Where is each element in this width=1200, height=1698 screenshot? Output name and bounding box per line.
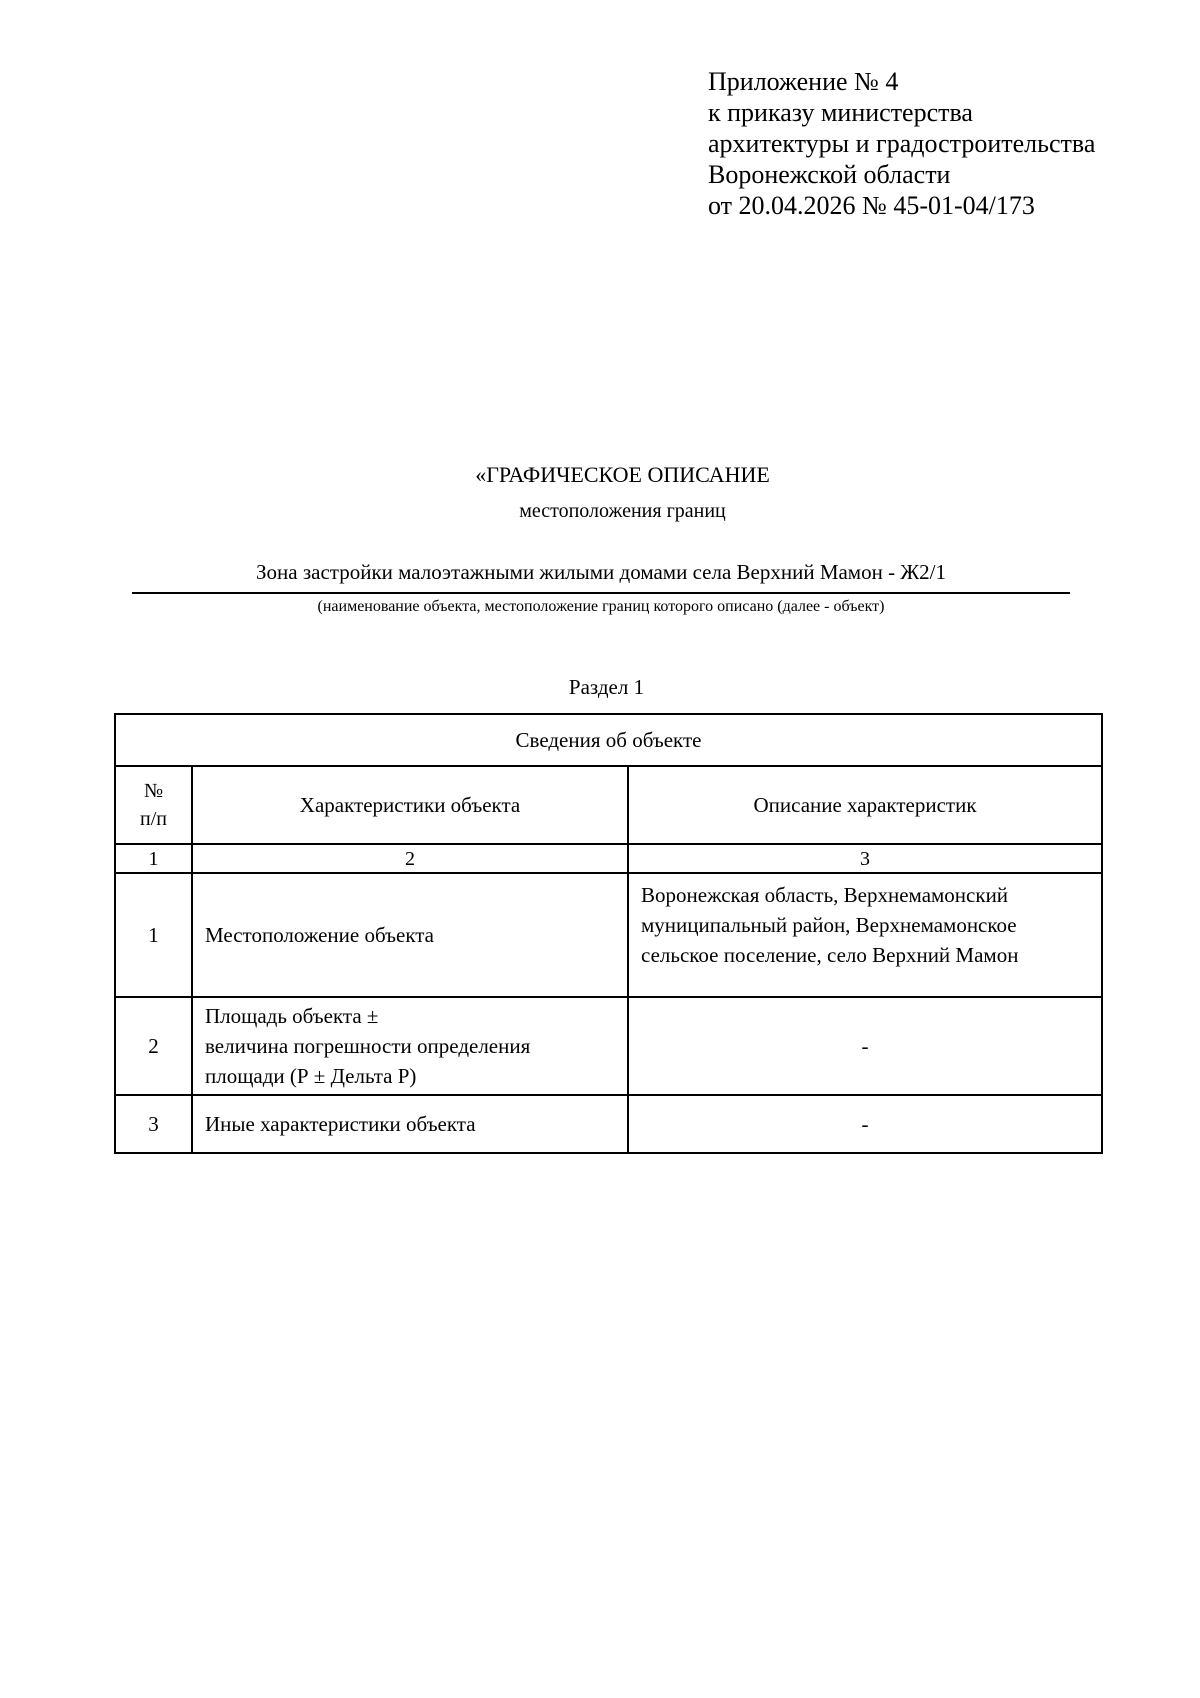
document-title: «ГРАФИЧЕСКОЕ ОПИСАНИЕ xyxy=(475,462,770,487)
appendix-header xyxy=(708,66,1095,221)
index-cell: 2 xyxy=(192,844,628,873)
appendix-line: Воронежской области xyxy=(708,160,951,189)
object-caption: (наименование объекта, местоположение границ которого описано (далее - объект) xyxy=(317,598,885,615)
object-name: Зона застройки малоэтажными жилыми домами села Верхний Мамон - Ж2/1 xyxy=(256,560,946,584)
table-caption: Сведения об объекте xyxy=(115,714,1102,766)
row-number: 2 xyxy=(115,997,192,1095)
row-characteristic-line: Площадь объекта ± xyxy=(205,1004,379,1028)
header-number-symbol: № xyxy=(143,780,164,802)
appendix-line: Приложение № 4 xyxy=(708,67,899,96)
object-info-table xyxy=(114,713,1103,1154)
table-caption-row xyxy=(115,714,1102,766)
table-index-row xyxy=(115,844,1102,873)
appendix-date-number: от 20.04.2026 № 45-01-04/173 xyxy=(708,191,1035,220)
table-row xyxy=(115,997,1102,1095)
index-cell: 3 xyxy=(628,844,1102,873)
header-characteristic: Характеристики объекта xyxy=(192,766,628,844)
row-characteristic-line: площади (Р ± Дельта Р) xyxy=(205,1064,417,1088)
table-header-row xyxy=(115,766,1102,844)
row-characteristic-line: величина погрешности определения xyxy=(205,1034,531,1058)
header-number xyxy=(115,766,192,844)
table-row xyxy=(115,1095,1102,1153)
table-row xyxy=(115,873,1102,997)
section-label: Раздел 1 xyxy=(568,675,645,699)
row-characteristic: Иные характеристики объекта xyxy=(192,1095,628,1153)
appendix-line: архитектуры и градостроительства xyxy=(708,129,1096,158)
row-number: 3 xyxy=(115,1095,192,1153)
row-description: - xyxy=(628,997,1102,1095)
header-description: Описание характеристик xyxy=(628,766,1102,844)
appendix-line: к приказу министерства xyxy=(708,98,973,127)
index-cell: 1 xyxy=(115,844,192,873)
row-description: - xyxy=(628,1095,1102,1153)
document-subtitle: местоположения границ xyxy=(519,500,726,522)
row-characteristic xyxy=(192,997,628,1095)
row-characteristic: Местоположение объекта xyxy=(192,873,628,997)
row-number: 1 xyxy=(115,873,192,997)
object-underline xyxy=(132,592,1070,594)
header-number-abbr: п/п xyxy=(140,808,167,830)
row-description: Воронежская область, Верхнемамонский муниципальный район, Верхнемамонское сельское поселение, село Верхний Мамон xyxy=(628,873,1102,997)
